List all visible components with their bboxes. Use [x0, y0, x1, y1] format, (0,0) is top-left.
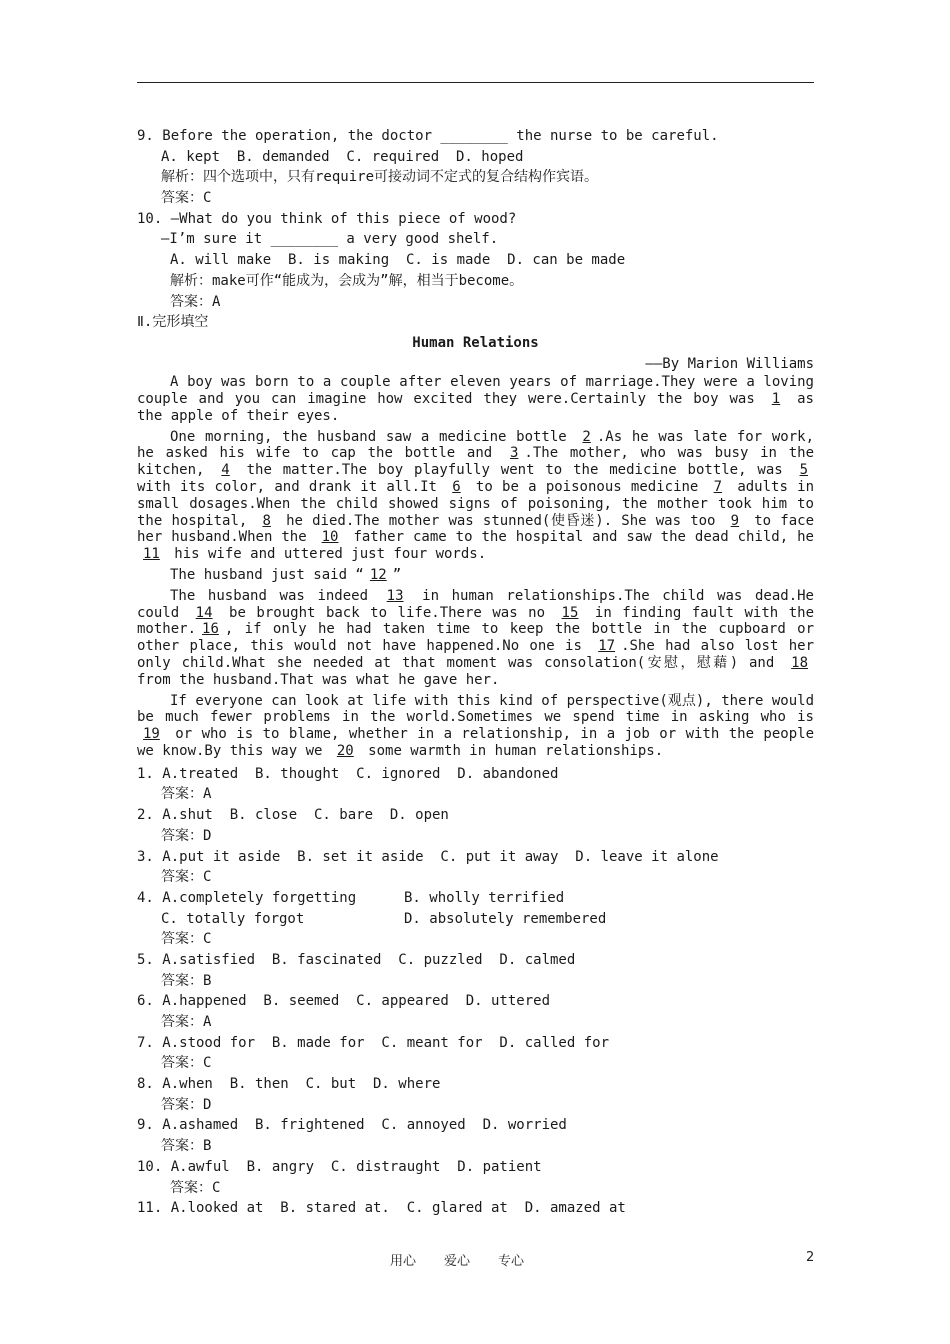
p5-text: some warmth in human relationships. — [359, 742, 664, 759]
page-footer — [390, 1250, 552, 1269]
p4-text: , if only he had taken time to keep the bottle in the cupboard or other place, this would not have happened.No one is — [137, 621, 814, 655]
item-8-options: 8. A.when B. then C. but D. where — [137, 1076, 441, 1093]
p1-text: as the apple of their eyes. — [137, 391, 814, 424]
blank-17: 17 — [598, 638, 616, 655]
blank-5: 5 — [799, 462, 808, 479]
footer-word: 爱心 — [444, 1254, 471, 1269]
q10-options: A. will make B. is making C. is made D. can be made — [170, 252, 626, 269]
blank-11: 11 — [143, 546, 160, 563]
q9-options: A. kept B. demanded C. required D. hoped — [161, 148, 524, 165]
p2-text: to face her husband.When the — [137, 512, 814, 546]
q9-stem: 9. Before the operation, the doctor ________ the nurse to be careful. — [137, 128, 719, 144]
item-5-options: 5. A.satisfied B. fascinated C. puzzled D. calmed — [137, 951, 576, 968]
p4-text: .She had also lost her only child.What she needed at that moment was consolation(安慰，慰藉) and — [137, 638, 815, 671]
q10-reply: —I’m sure it ________ a very good shelf. — [161, 231, 499, 248]
p2-text: the matter.The boy playfully went to the medicine bottle, was — [235, 462, 794, 479]
item-6-answer: 答案：A — [161, 1014, 212, 1031]
item-4-option-d: D. absolutely remembered — [404, 910, 607, 927]
item-11-options: 11. A.looked at B. stared at. C. glared at D. amazed at — [137, 1200, 626, 1217]
blank-8: 8 — [262, 512, 271, 529]
q10-analysis: 解析：make可作“能成为，会成为”解，相当于become。 — [170, 272, 524, 289]
passage-title: Human Relations — [412, 334, 539, 351]
item-4-row-1 — [137, 888, 814, 909]
item-4-row-2 — [137, 909, 814, 930]
item-2-options: 2. A.shut B. close C. bare D. open — [137, 807, 449, 824]
header-rule — [137, 82, 814, 83]
blank-15: 15 — [561, 604, 579, 621]
section-heading: Ⅱ.完形填空 — [137, 314, 209, 331]
blank-2: 2 — [582, 428, 591, 445]
blank-3: 3 — [509, 445, 519, 462]
blank-10: 10 — [321, 529, 339, 546]
blank-19: 19 — [143, 726, 160, 743]
p2-text: .The mother, who was busy in the kitchen, — [137, 445, 814, 479]
item-10-options: 10. A.awful B. angry C. distraught D. patient — [137, 1158, 542, 1175]
item-3-answer: 答案：C — [161, 869, 212, 886]
p2-text: he died.The mother was stunned(使昏迷). She was too — [276, 512, 725, 529]
item-5-answer: 答案：B — [161, 972, 212, 989]
item-10-answer: 答案：C — [170, 1179, 221, 1196]
item-7-answer: 答案：C — [161, 1055, 212, 1072]
item-1-options: 1. A.treated B. thought C. ignored D. abandoned — [137, 765, 559, 782]
item-4-answer: 答案：C — [161, 931, 212, 948]
item-4-option-a: 4. A.completely forgetting — [137, 889, 357, 906]
item-2-answer: 答案：D — [161, 827, 212, 844]
passage-byline: ——By Marion Williams — [645, 355, 814, 372]
p3-text: The husband just said “ — [170, 567, 364, 584]
p5-text: If everyone can look at life with this kind of perspective(观点), there would be much fewer problems in the world.Sometimes we spend time in asking who is — [137, 692, 814, 726]
p2-text: adults in small dosages.When the child showed signs of poisoning, the mother took him to the hospital, — [137, 479, 814, 529]
footer-word: 专心 — [498, 1254, 525, 1269]
blank-7: 7 — [713, 479, 723, 496]
p4-text: in finding fault with the mother. — [137, 604, 814, 638]
p4-text: be brought back to life.There was no — [218, 604, 556, 621]
paragraph-2 — [137, 429, 814, 563]
paragraph-4 — [137, 588, 814, 689]
item-6-options: 6. A.happened B. seemed C. appeared D. uttered — [137, 993, 551, 1010]
paragraph-5 — [137, 693, 814, 760]
item-1-answer: 答案：A — [161, 786, 212, 803]
blank-20: 20 — [336, 742, 354, 759]
p2-text: with its color, and drank it all.It — [137, 479, 447, 496]
p2-text: One morning, the husband saw a medicine bottle — [170, 428, 577, 445]
p4-text: in human relationships.The child was dead.He could — [137, 587, 814, 621]
page-content — [137, 126, 814, 1219]
item-9-options: 9. A.ashamed B. frightened C. annoyed D. worried — [137, 1117, 567, 1134]
item-4-option-c: C. totally forgot — [161, 910, 305, 927]
blank-18: 18 — [791, 655, 808, 671]
p5-text: or who is to blame, whether in a relationship, in a job or with the people we know.By this way we — [137, 726, 814, 759]
q9-answer: 答案：C — [161, 190, 212, 207]
p1-text: A boy was born to a couple after eleven years of marriage.They were a loving couple and you can imagine how excited they were.Certainly the boy was — [137, 374, 814, 408]
item-9-answer: 答案：B — [161, 1138, 212, 1155]
blank-13: 13 — [386, 587, 404, 604]
item-4-option-b: B. wholly terrified — [404, 889, 565, 906]
blank-12: 12 — [369, 567, 387, 584]
blank-16: 16 — [202, 621, 219, 638]
item-3-options: 3. A.put it aside B. set it aside C. put it away D. leave it alone — [137, 848, 719, 865]
item-8-answer: 答案：D — [161, 1096, 212, 1113]
blank-14: 14 — [195, 604, 213, 621]
blank-4: 4 — [221, 462, 230, 479]
q10-stem: 10. —What do you think of this piece of wood? — [137, 210, 517, 227]
p3-text: ” — [392, 567, 402, 584]
q9-analysis: 解析：四个选项中，只有require可接动词不定式的复合结构作宾语。 — [161, 169, 598, 186]
p2-text: his wife and uttered just four words. — [165, 546, 487, 563]
blank-9: 9 — [730, 512, 740, 529]
blank-1: 1 — [771, 391, 781, 408]
blank-6: 6 — [452, 479, 461, 496]
p4-text: The husband was indeed — [170, 587, 381, 604]
item-7-options: 7. A.stood for B. made for C. meant for D. called for — [137, 1034, 610, 1051]
p2-text: .As he was late for work, he asked his wife to cap the bottle and — [137, 428, 814, 462]
p4-text: from the husband.That was what he gave her. — [137, 671, 500, 688]
q10-answer: 答案：A — [170, 293, 221, 310]
p2-text: father came to the hospital and saw the dead child, he — [344, 529, 814, 546]
footer-word: 用心 — [390, 1254, 417, 1269]
paragraph-3 — [137, 567, 814, 584]
p2-text: to be a poisonous medicine — [466, 479, 708, 496]
page-number: 2 — [806, 1250, 815, 1265]
paragraph-1 — [137, 374, 814, 424]
